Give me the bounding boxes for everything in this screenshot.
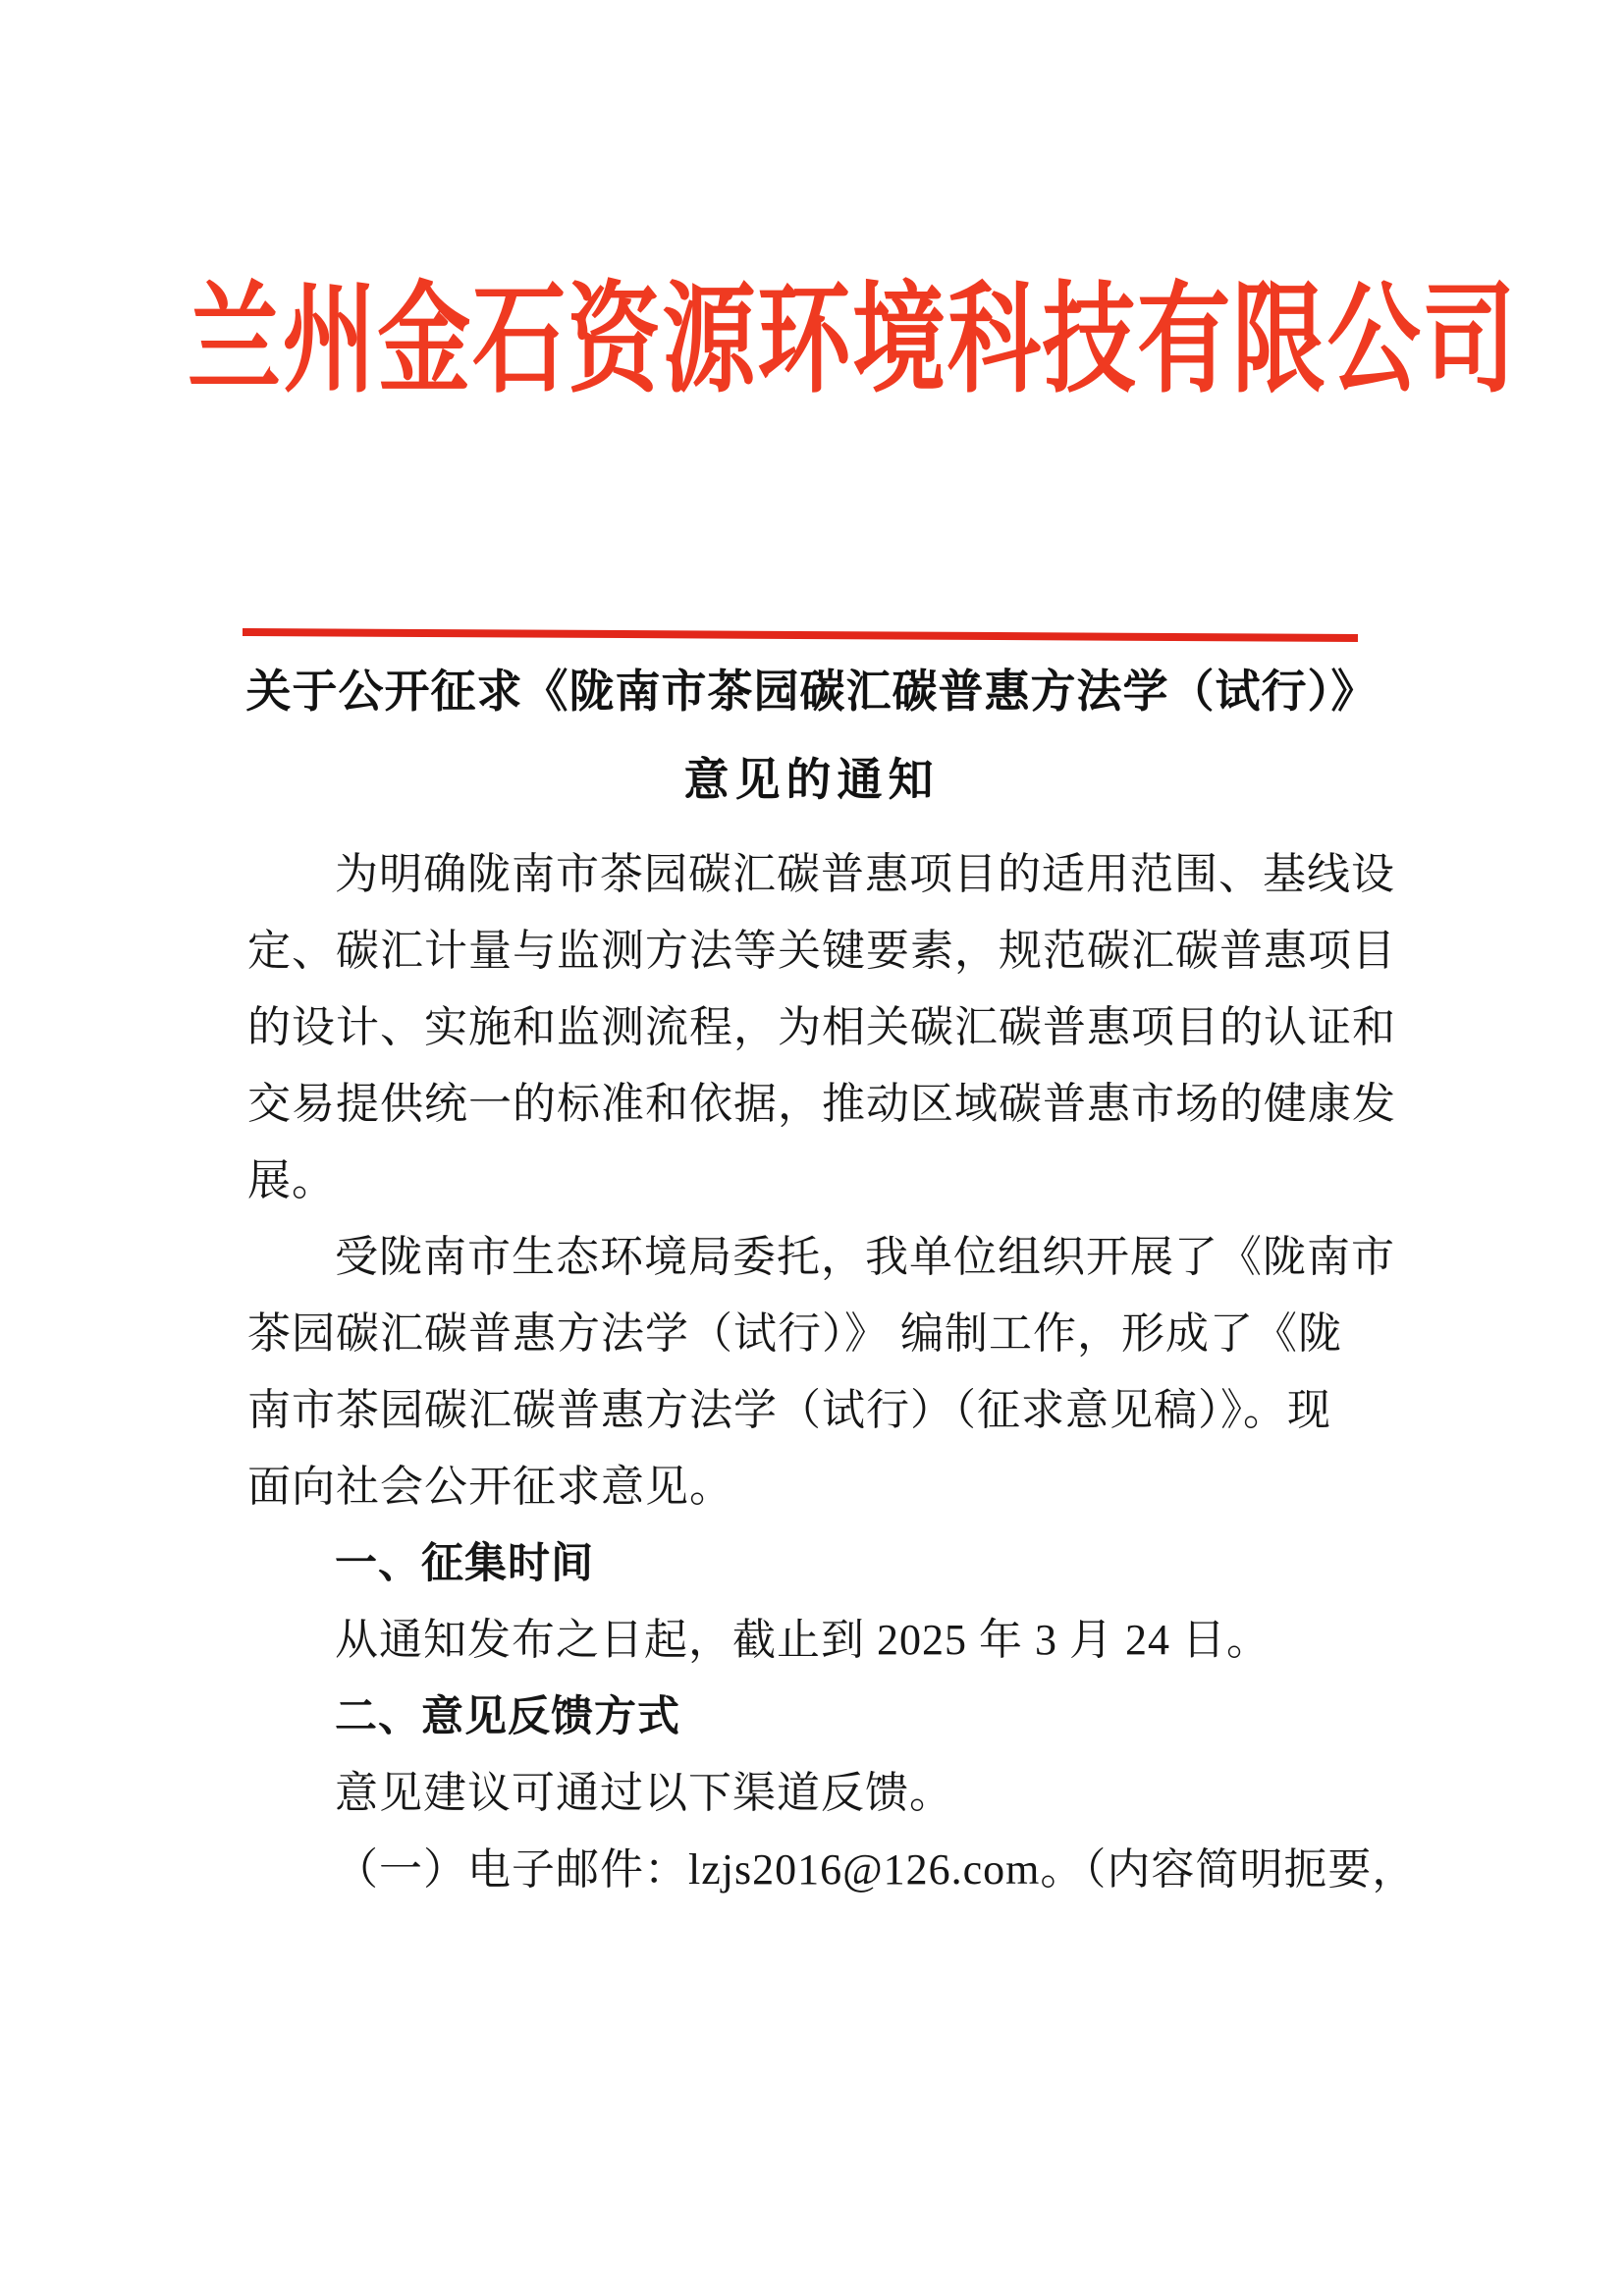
body-line: 意见建议可通过以下渠道反馈。 [335,1769,953,1817]
body-line: 定、碳汇计量与监测方法等关键要素，规范碳汇碳普惠项目 [247,927,1396,975]
body-line: 受陇南市生态环境局委托，我单位组织开展了《陇南市 [335,1233,1395,1281]
notice-body [247,836,1417,1908]
body-line: 一、征集时间 [335,1540,594,1587]
notice-title-line1: 关于公开征求《陇南市茶园碳汇碳普惠方法学（试行）》 [245,667,1378,717]
letterhead [0,273,1623,410]
body-line: 南市茶园碳汇碳普惠方法学（试行）（征求意见稿）》。现 [247,1386,1331,1434]
notice-title-line2: 意见的通知 [683,755,940,805]
letterhead-company-name: 兰州金石资源环境科技有限公司 [187,275,1518,407]
body-line: 的设计、实施和监测流程，为相关碳汇碳普惠项目的认证和 [247,1003,1396,1051]
red-divider [243,628,1358,642]
body-line: 二、意见反馈方式 [335,1693,680,1740]
body-line: 茶园碳汇碳普惠方法学（试行）》 编制工作，形成了《陇 [247,1309,1342,1358]
body-line: 从通知发布之日起，截止到 2025 年 3 月 24 日。 [335,1616,1271,1664]
body-line: 为明确陇南市茶园碳汇碳普惠项目的适用范围、基线设 [335,850,1395,898]
body-line: 展。 [247,1156,336,1204]
body-line: 面向社会公开征求意见。 [247,1463,733,1511]
body-line: （一）电子邮件：lzjs2016@126.com。（内容简明扼要， [335,1845,1417,1894]
body-line: 交易提供统一的标准和依据，推动区域碳普惠市场的健康发 [247,1080,1396,1128]
